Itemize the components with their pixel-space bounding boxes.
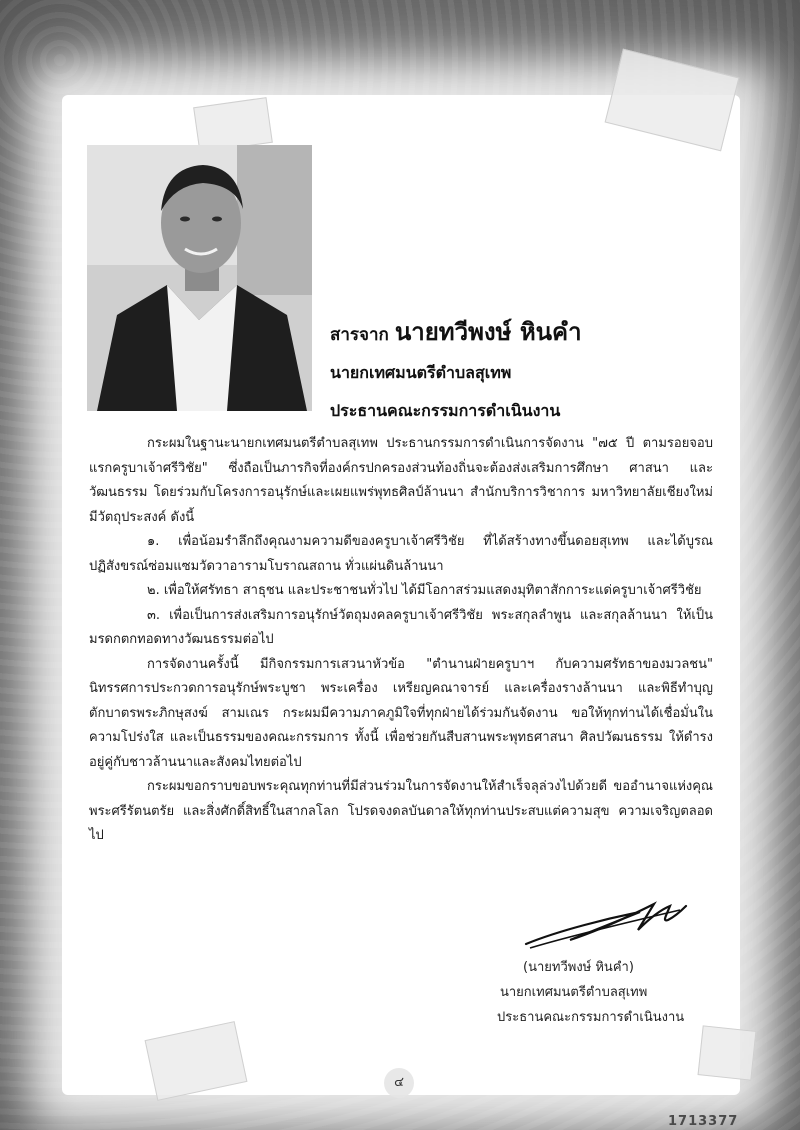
header-prefix: สารจาก <box>330 325 389 345</box>
body-paragraph: การจัดงานครั้งนี้ มีกิจกรรมการเสวนาหัวข้อ "ตำนานฝ่ายครูบาฯ กับความศรัทธาของมวลชน" นิทรรศการประกวดการอนุรักษ์พระบูชา พระเครื่อง เหรียญคณาจารย์ และเครื่องรางล้านนา และพิธีทำบุญตักบาตรพระภิกษุสงฆ์ สามเณร กระผมมีความภาคภูมิใจที่ทุกฝ่ายได้ร่วมกันจัดงาน ขอให้ทุกท่านได้เชื่อมั่นในความโปร่งใส และเป็นธรรมของคณะกรรมการ ทั้งนี้ เพื่อช่วยกันสืบสานพระพุทธศาสนา ศิลปวัฒนธรรม ให้ดำรงอยู่คู่กับชาวล้านนาและสังคมไทยต่อไป <box>89 656 713 770</box>
page-number: ๔ <box>384 1068 414 1098</box>
header-position-1: นายกเทศมนตรีตำบลสุเทพ <box>330 363 512 382</box>
body-paragraph: กระผมขอกราบขอบพระคุณทุกท่านที่มีส่วนร่วมในการจัดงานให้สำเร็จลุล่วงไปด้วยดี ขออำนาจแห่งคุณพระศรีรัตนตรัย และสิ่งศักดิ์สิทธิ์ในสากลโลก โปรดจงดลบันดาลให้ทุกท่านประสบแต่ความสุข ความเจริญตลอดไป <box>89 779 713 843</box>
objective-3: ๓. เพื่อเป็นการส่งเสริมการอนุรักษ์วัตถุมงคลครูบาเจ้าศรีวิชัย พระสกุลลำพูน และสกุลล้านนา ให้เป็นมรดกตกทอดทางวัฒนธรรมต่อไป <box>89 607 713 647</box>
header-position-2: ประธานคณะกรรมการดำเนินงาน <box>330 401 561 420</box>
signoff-name: (นายทวีพงษ์ หินคำ) <box>523 960 634 975</box>
handwritten-signature <box>520 890 690 952</box>
portrait-photo <box>87 145 312 411</box>
objective-1: ๑. เพื่อน้อมรำลึกถึงคุณงามความดีของครูบาเจ้าศรีวิชัย ที่ได้สร้างทางขึ้นดอยสุเทพ และได้บูรณปฏิสังขรณ์ซ่อมแซมวัดวาอารามโบราณสถาน ทั่วแผ่นดินล้านนา <box>89 534 713 574</box>
signoff-position-2: ประธานคณะกรรมการดำเนินงาน <box>497 1010 685 1025</box>
objective-2: ๒. เพื่อให้ศรัทธา สาธุชน และประชาชนทั่วไป ได้มีโอกาสร่วมแสดงมุทิตาสักการะแด่ครูบาเจ้าศรีวิชัย <box>147 583 702 598</box>
message-body <box>89 432 713 849</box>
header-name: นายทวีพงษ์ หินคำ <box>394 317 582 346</box>
tape-decoration <box>698 1025 757 1080</box>
header-title <box>330 312 750 351</box>
body-paragraph: กระผมในฐานะนายกเทศมนตรีตำบลสุเทพ ประธานกรรมการดำเนินการจัดงาน "๗๕ ปี ตามรอยจอบแรกครูบาเจ้าศรีวิชัย" ซึ่งถือเป็นภารกิจที่องค์กรปกครองส่วนท้องถิ่นจะต้องส่งเสริมการศึกษา ศาสนา และวัฒนธรรม โดยร่วมกับโครงการอนุรักษ์และเผยแพร่พุทธศิลป์ล้านนา สำนักบริการวิชาการ มหาวิทยาลัยเชียงใหม่ มีวัตถุประสงค์ ดังนี้ <box>89 436 713 525</box>
signoff-position-1: นายกเทศมนตรีตำบลสุเทพ <box>500 985 648 1000</box>
corner-text: 1713377 <box>668 1114 739 1129</box>
message-header <box>330 312 750 424</box>
